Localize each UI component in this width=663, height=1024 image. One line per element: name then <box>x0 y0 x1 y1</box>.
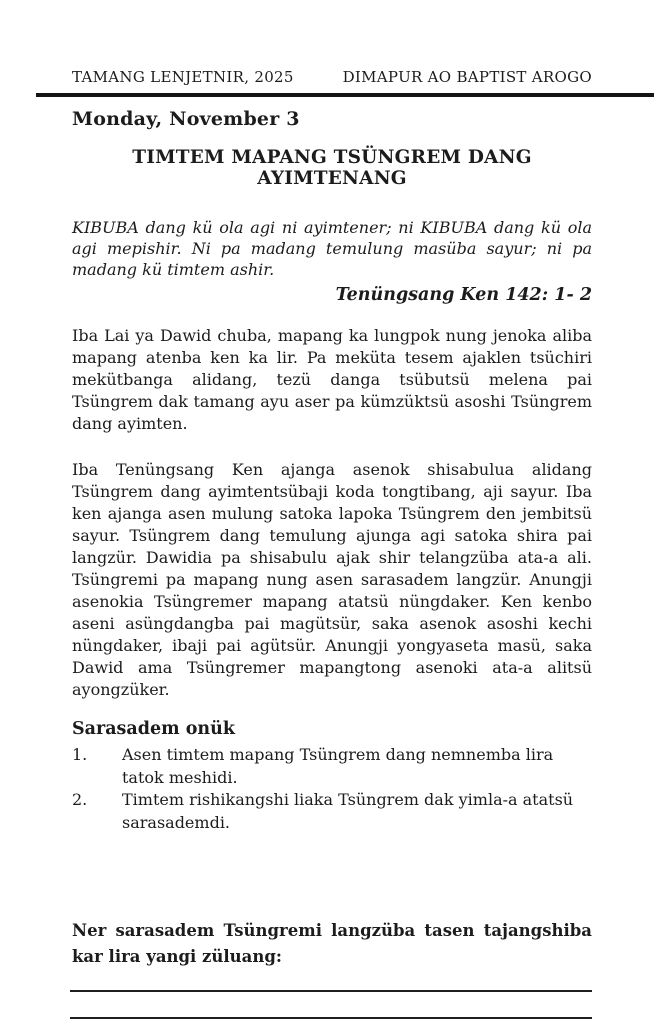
reflection-heading: Sarasadem onük <box>72 719 235 739</box>
list-item <box>72 789 592 834</box>
reflection-list <box>72 744 592 834</box>
date-heading: Monday, November 3 <box>72 108 300 130</box>
list-item-text: Asen timtem mapang Tsüngrem dang nemnemba lira tatok meshidi. <box>122 745 554 787</box>
list-item-text: Timtem rishikangshi liaka Tsüngrem dak yimla-a atatsü sarasademdi. <box>122 790 574 832</box>
page-content <box>0 108 663 1019</box>
list-item-number: 2. <box>72 790 88 809</box>
header-right-text: DIMAPUR AO BAPTIST AROGO <box>342 68 592 86</box>
write-line <box>70 1017 592 1019</box>
scripture-reference: Tenüngsang Ken 142: 1- 2 <box>335 285 592 305</box>
scripture-passage: KIBUBA dang kü ola agi ni ayimtener; ni KIBUBA dang kü ola agi mepishir. Ni pa madang temulung masüba sayur; ni pa madang kü timtem ashir. <box>72 218 592 279</box>
devotional-paragraph: Iba Lai ya Dawid chuba, mapang ka lungpok nung jenoka aliba mapang atenba ken ka lir. Pa meküta tesem ajaklen tsüchiri mekütbanga alidang, tezü danga tsübutsü melena pai Tsüngrem dak tamang ayu aser pa kümzüktsü asoshi Tsüngrem dang ayimten. <box>72 326 592 433</box>
header-left-text: TAMANG LENJETNIR, 2025 <box>72 68 294 86</box>
prayer-prompt: Ner sarasadem Tsüngremi langzüba tasen tajangshiba kar lira yangi züluang: <box>72 921 592 966</box>
write-line <box>70 990 592 992</box>
header-rule <box>36 93 654 97</box>
running-header <box>72 68 592 86</box>
devotional-paragraph: Iba Tenüngsang Ken ajanga asenok shisabulua alidang Tsüngrem dang ayimtentsübaji koda tongtibang, aji sayur. Iba ken ajanga asen mulung satoka lapoka Tsüngrem den jembitsü sayur. Tsüngrem dang temulung ajunga agi satoka shira pai langzür. Dawidia pa shisabulu ajak shir telangzüba ata-a ali. Tsüngremi pa mapang nung asen sarasadem langzür. Anungji asenokia Tsüngremer mapang atatsü nüngdaker. Ken kenbo aseni asüngdangba pai magütsür, saka asenok asoshi kechi nüngdaker, ibaji pai agütsür. Anungji yongyaseta masü, saka Dawid ama Tsüngremer mapangtong asenoki ata-a alitsü ayongzüker. <box>72 460 592 699</box>
devotional-title: TIMTEM MAPANG TSÜNGREM DANG AYIMTENANG <box>132 147 532 189</box>
list-item-number: 1. <box>72 745 88 764</box>
list-item <box>72 744 592 789</box>
